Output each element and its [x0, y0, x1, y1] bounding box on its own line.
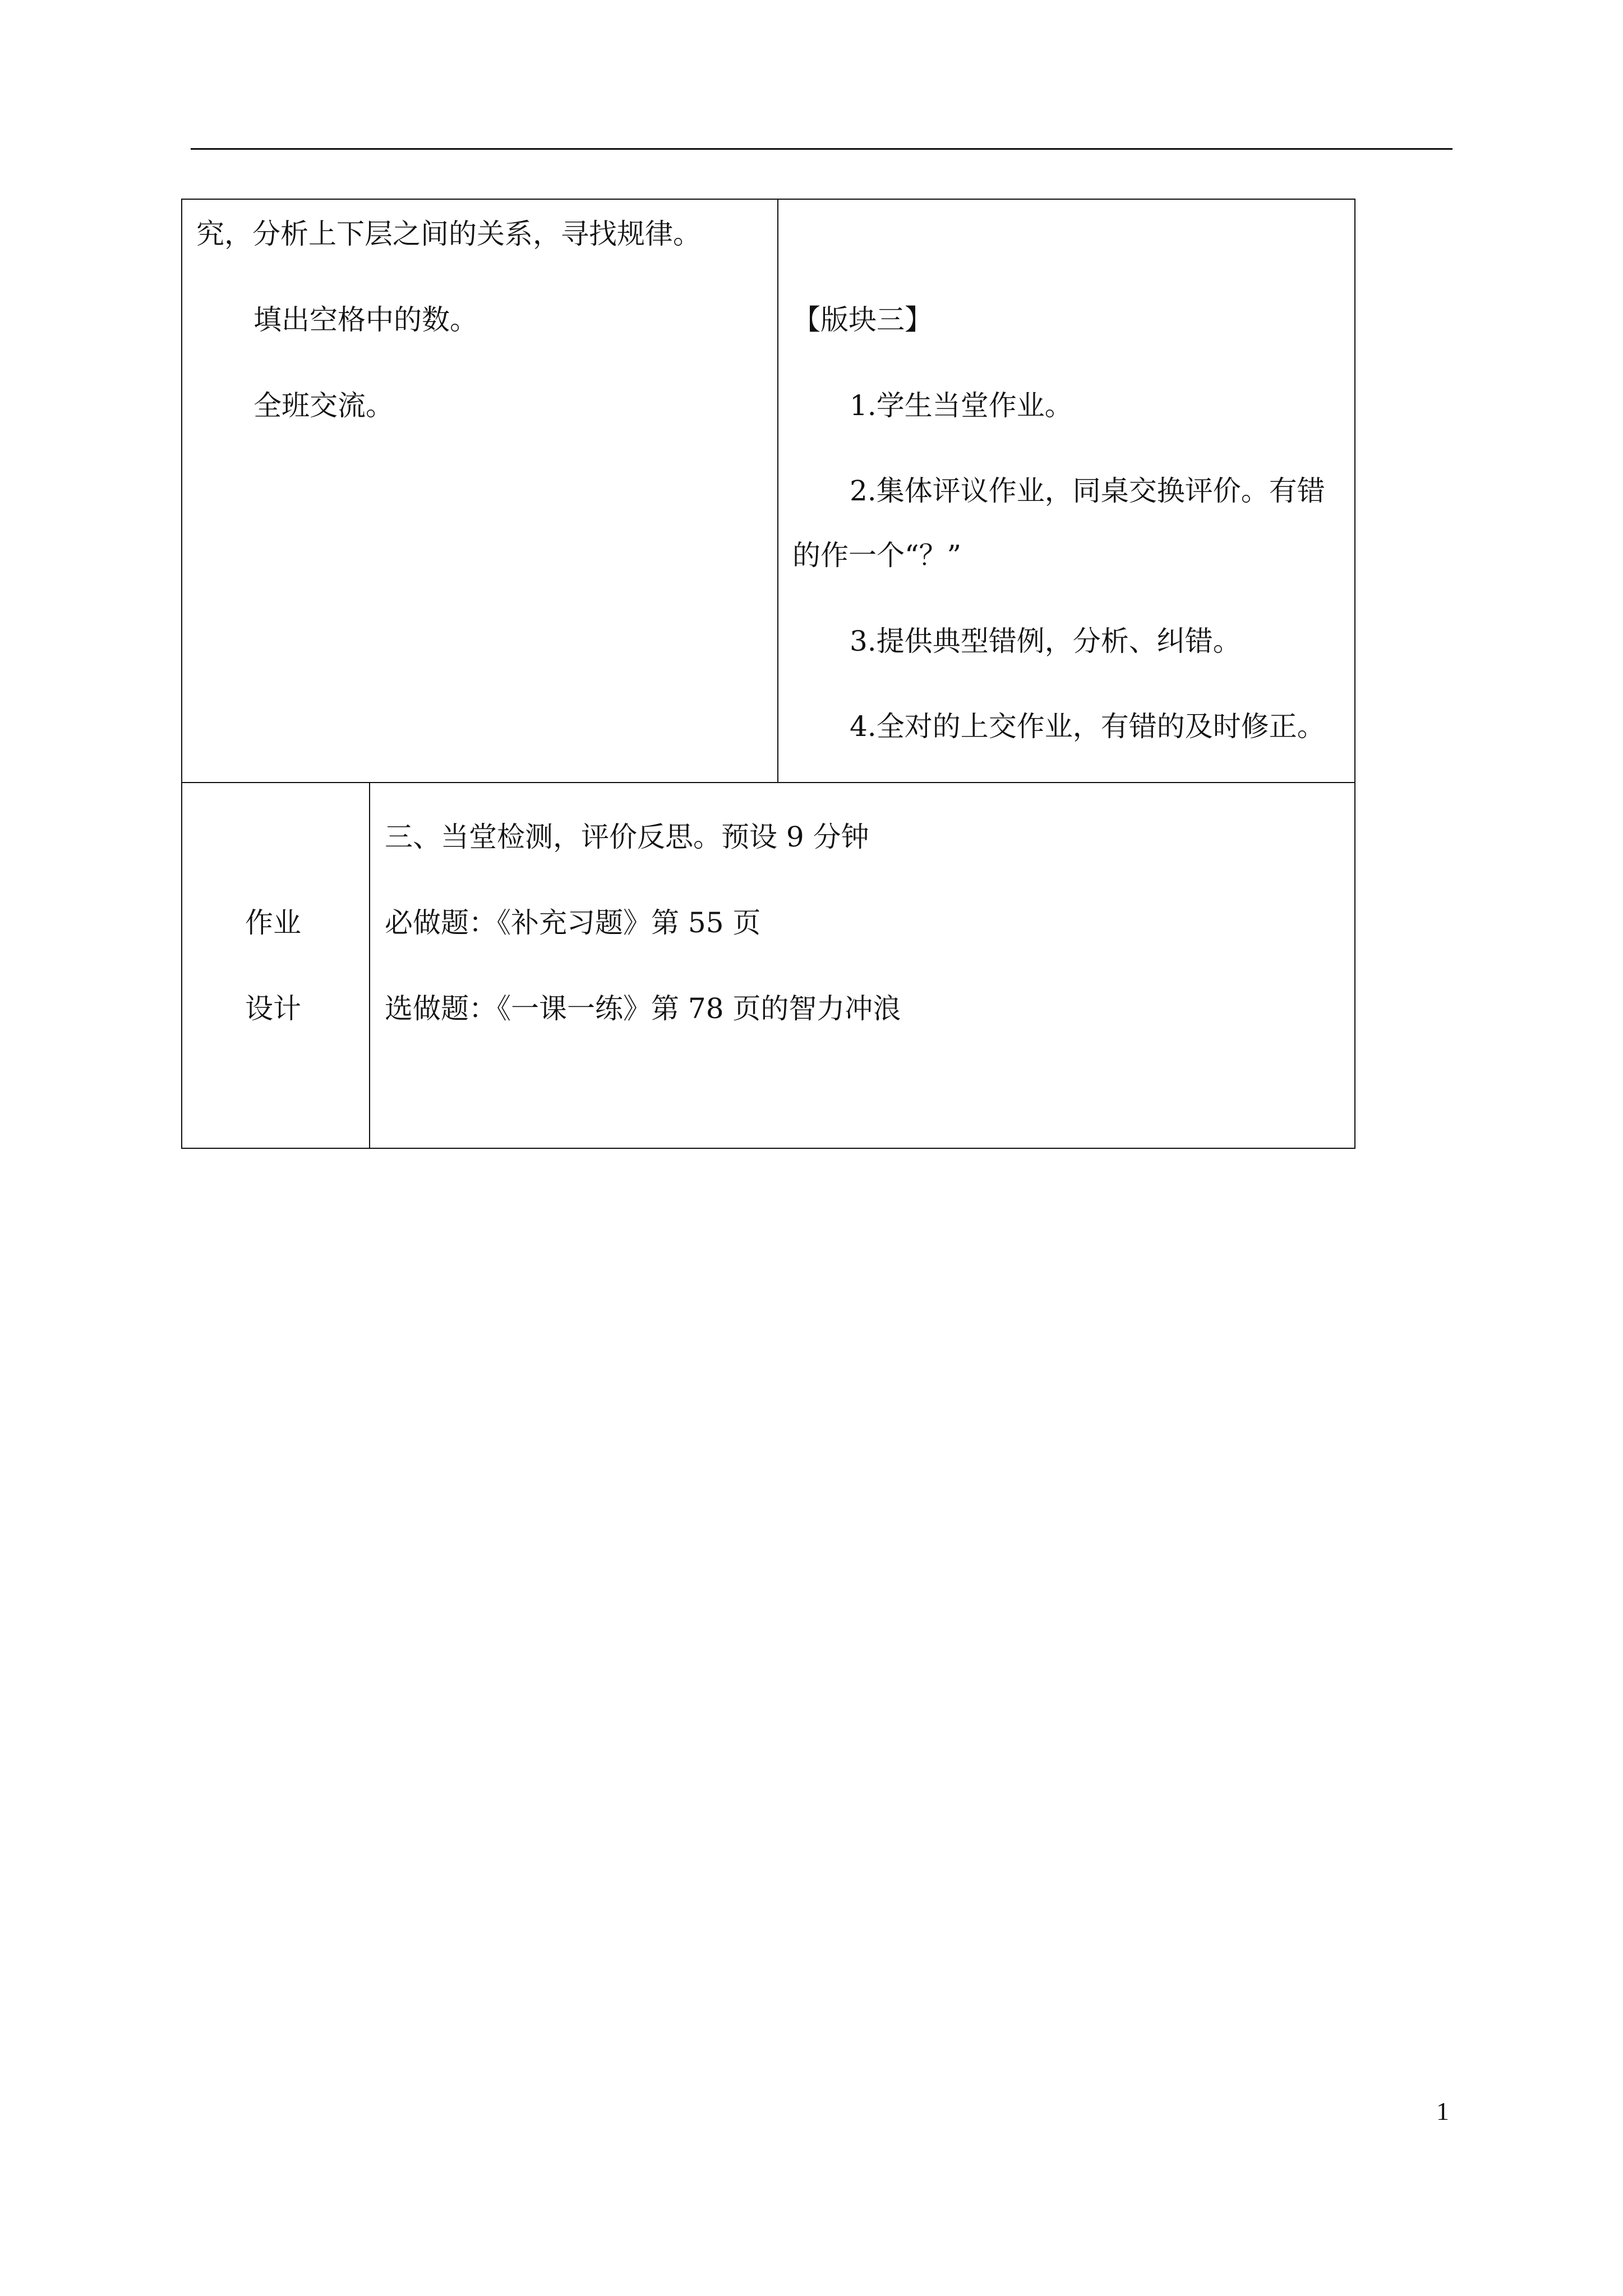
homework-content-line-1: 三、当堂检测，评价反思。预设 9 分钟: [385, 821, 869, 853]
activity-item-4: 4.全对的上交作业，有错的及时修正。: [850, 710, 1325, 743]
left-cell-line-1: 究，分析上下层之间的关系，寻找规律。: [196, 218, 701, 250]
page-number: 1: [1436, 2097, 1449, 2125]
section-heading: 【版块三】: [792, 303, 933, 336]
optional-homework: 选做题：《一课一练》第 78 页的智力冲浪: [385, 992, 901, 1025]
homework-label-line-1: 作业: [245, 907, 301, 939]
activity-item-3: 3.提供典型错例，分析、纠错。: [850, 625, 1241, 657]
homework-label-line-2: 设计: [245, 992, 301, 1025]
column-divider: [777, 199, 778, 783]
label-column-divider: [369, 782, 370, 1149]
header-rule: [191, 148, 1453, 150]
left-cell-line-3: 全班交流。: [253, 389, 394, 422]
left-cell-line-2: 填出空格中的数。: [253, 303, 478, 336]
activity-item-1: 1.学生当堂作业。: [850, 389, 1073, 422]
activity-item-2: 2.集体评议作业，同桌交换评价。有错: [850, 475, 1325, 507]
required-homework: 必做题：《补充习题》第 55 页: [385, 907, 761, 939]
activity-item-2-continued: 的作一个“？”: [792, 539, 962, 572]
